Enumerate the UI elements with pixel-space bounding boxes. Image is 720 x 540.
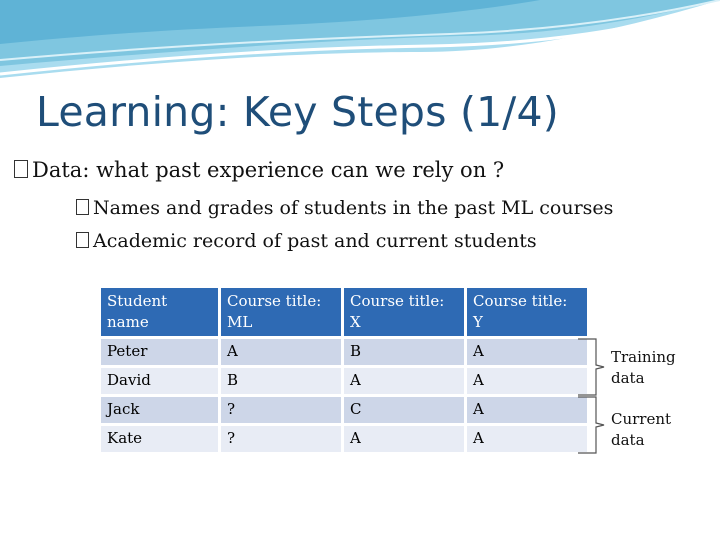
header-line: Y	[473, 313, 483, 331]
header-line: ML	[227, 313, 253, 331]
table-row	[101, 339, 587, 365]
table-cell: C	[344, 397, 464, 423]
column-header-student-name	[101, 288, 218, 336]
table-header-row	[101, 288, 587, 336]
header-line: Course title:	[227, 292, 322, 310]
table-cell: A	[221, 339, 341, 365]
bullet-box-icon	[76, 199, 89, 215]
slide-title: Learning: Key Steps (1/4)	[36, 88, 559, 136]
column-header-course-x	[344, 288, 464, 336]
training-data-label	[611, 347, 676, 389]
header-line: Student	[107, 292, 168, 310]
table-cell: ?	[221, 426, 341, 452]
column-header-course-y	[467, 288, 587, 336]
column-header-course-ml	[221, 288, 341, 336]
table-cell: Peter	[101, 339, 218, 365]
table-cell: ?	[221, 397, 341, 423]
table-cell: Kate	[101, 426, 218, 452]
table-cell: A	[344, 368, 464, 394]
training-data-bracket	[576, 338, 606, 396]
label-line: data	[611, 431, 645, 449]
table-row	[101, 426, 587, 452]
label-line: Training	[611, 348, 676, 366]
header-line: Course title:	[350, 292, 445, 310]
table-cell: B	[221, 368, 341, 394]
bullet-box-icon	[76, 232, 89, 248]
bullet-academic-record	[76, 230, 537, 252]
header-wave-decoration	[0, 0, 720, 90]
table-row	[101, 368, 587, 394]
label-line: data	[611, 369, 645, 387]
bullet-names-grades	[76, 197, 613, 219]
header-line: name	[107, 313, 149, 331]
bullet-text: Data: what past experience can we rely on ?	[32, 158, 505, 182]
table-cell: A	[467, 339, 587, 365]
bullet-text: Academic record of past and current students	[93, 230, 537, 252]
header-line: Course title:	[473, 292, 568, 310]
bullet-text: Names and grades of students in the past ML courses	[93, 197, 614, 219]
label-line: Current	[611, 410, 672, 428]
table-cell: A	[467, 397, 587, 423]
student-grades-table	[98, 285, 590, 455]
current-data-label	[611, 409, 671, 451]
table-cell: B	[344, 339, 464, 365]
table-row	[101, 397, 587, 423]
bullet-box-icon	[14, 160, 28, 178]
table-cell: Jack	[101, 397, 218, 423]
header-line: X	[350, 313, 361, 331]
current-data-bracket	[576, 396, 606, 454]
table-cell: A	[467, 368, 587, 394]
table-cell: A	[467, 426, 587, 452]
table-cell: A	[344, 426, 464, 452]
table-cell: David	[101, 368, 218, 394]
bullet-data-question	[14, 158, 504, 182]
